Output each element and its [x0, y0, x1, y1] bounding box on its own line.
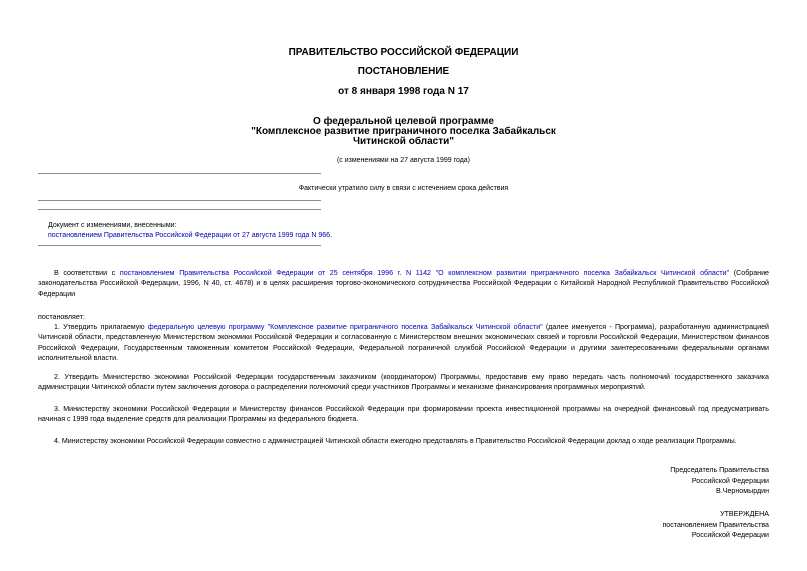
changes-link[interactable]: постановлением Правительства Российской Федерации от 27 августа 1999 года N 966.: [48, 232, 333, 239]
resolution-1142-link[interactable]: постановлением Правительства Российской Федерации от 25 сентября 1996 г. N 1142 "О комплексном развитии приграничного поселка Забайкальск Читинской области": [119, 269, 730, 277]
signature-line-1: Председатель Правительства: [670, 466, 769, 474]
signature-name: В.Черномырдин: [716, 487, 769, 495]
preamble-intro: В соответствии с: [54, 269, 116, 277]
amendments-note: (с изменениями на 27 августа 1999 года): [336, 157, 471, 164]
status-note: Фактически утратило силу в связи с истечением срока действия: [298, 185, 509, 192]
preamble-paragraph: [38, 268, 769, 299]
government-header: ПРАВИТЕЛЬСТВО РОССИЙСКОЙ ФЕДЕРАЦИИ: [288, 47, 519, 58]
preamble-rest: (Собрание законодательства Российской Федерации, 1996, N 40, ст. 4678) и в целях расширения торгово-экономического сотрудничества Российской Федерации с Китайской Народной Республикой Правительство Российской Федерации: [38, 269, 769, 298]
separator-line: [38, 209, 321, 210]
approved-line-3: Российской Федерации: [691, 531, 769, 539]
item-2-text: 2. Утвердить Министерство экономики Российской Федерации государственным заказчиком (координатором) Программы, предоставив ему право передать часть полномочий государственного заказчика администрации Читинской области путем заключения договора о распределении полномочий среди участников Программы и механизме финансирования программных мероприятий.: [38, 373, 769, 392]
item-4-text: 4. Министерству экономики Российской Федерации совместно с администрацией Читинской области ежегодно представлять в Правительство Российской Федерации доклад о ходе реализации Программы.: [54, 437, 737, 445]
separator-line: [38, 173, 321, 174]
signature-block: [529, 465, 769, 497]
approved-line-1: УТВЕРЖДЕНА: [720, 510, 769, 518]
program-link[interactable]: федеральную целевую программу "Комплексное развитие приграничного поселка Забайкальск Читинской области": [147, 323, 543, 331]
item-3-text: 3. Министерству экономики Российской Федерации и Министерству финансов Российской Федерации при формировании проекта инвестиционной программы на очередной финансовый год предусматривать начиная с 1999 года выделение средств для реализации Программы из федерального бюджета.: [38, 405, 769, 424]
title-line-3: Читинской области": [352, 136, 455, 147]
changes-box-text: Документ с изменениями, внесенными:: [48, 222, 177, 229]
approved-line-2: постановлением Правительства: [662, 520, 769, 529]
item-1-rest: (далее именуется - Программа), разработанную администрацией Читинской области, представленную Министерством экономики Российской Федерации и согласованную с Министерством внешних экономических связей и торговли Российской Федерации, Министерством финансов Российской Федерации, Государственным таможенным комитетом Российской Федерации, Федеральной пограничной службой Российской Федерации и другими заинтересованными федеральными органами исполнительной власти.: [38, 323, 769, 362]
document-date-number: от 8 января 1998 года N 17: [338, 86, 469, 97]
separator-line: [38, 245, 321, 246]
item-3-paragraph: [38, 404, 769, 425]
item-1-paragraph: [38, 322, 769, 363]
separator-line: [38, 200, 321, 201]
title-line-1: О федеральной целевой программе: [313, 116, 494, 127]
title-line-2: "Комплексное развитие приграничного поселка Забайкальск: [251, 126, 556, 137]
item-2-paragraph: [38, 372, 769, 393]
resolves-label: постановляет:: [38, 313, 85, 321]
document-type: ПОСТАНОВЛЕНИЕ: [357, 66, 450, 77]
signature-line-2: Российской Федерации: [691, 476, 769, 485]
approved-block: [529, 509, 769, 541]
item-1-start: 1. Утвердить прилагаемую: [54, 323, 145, 331]
item-4-paragraph: [38, 436, 769, 446]
